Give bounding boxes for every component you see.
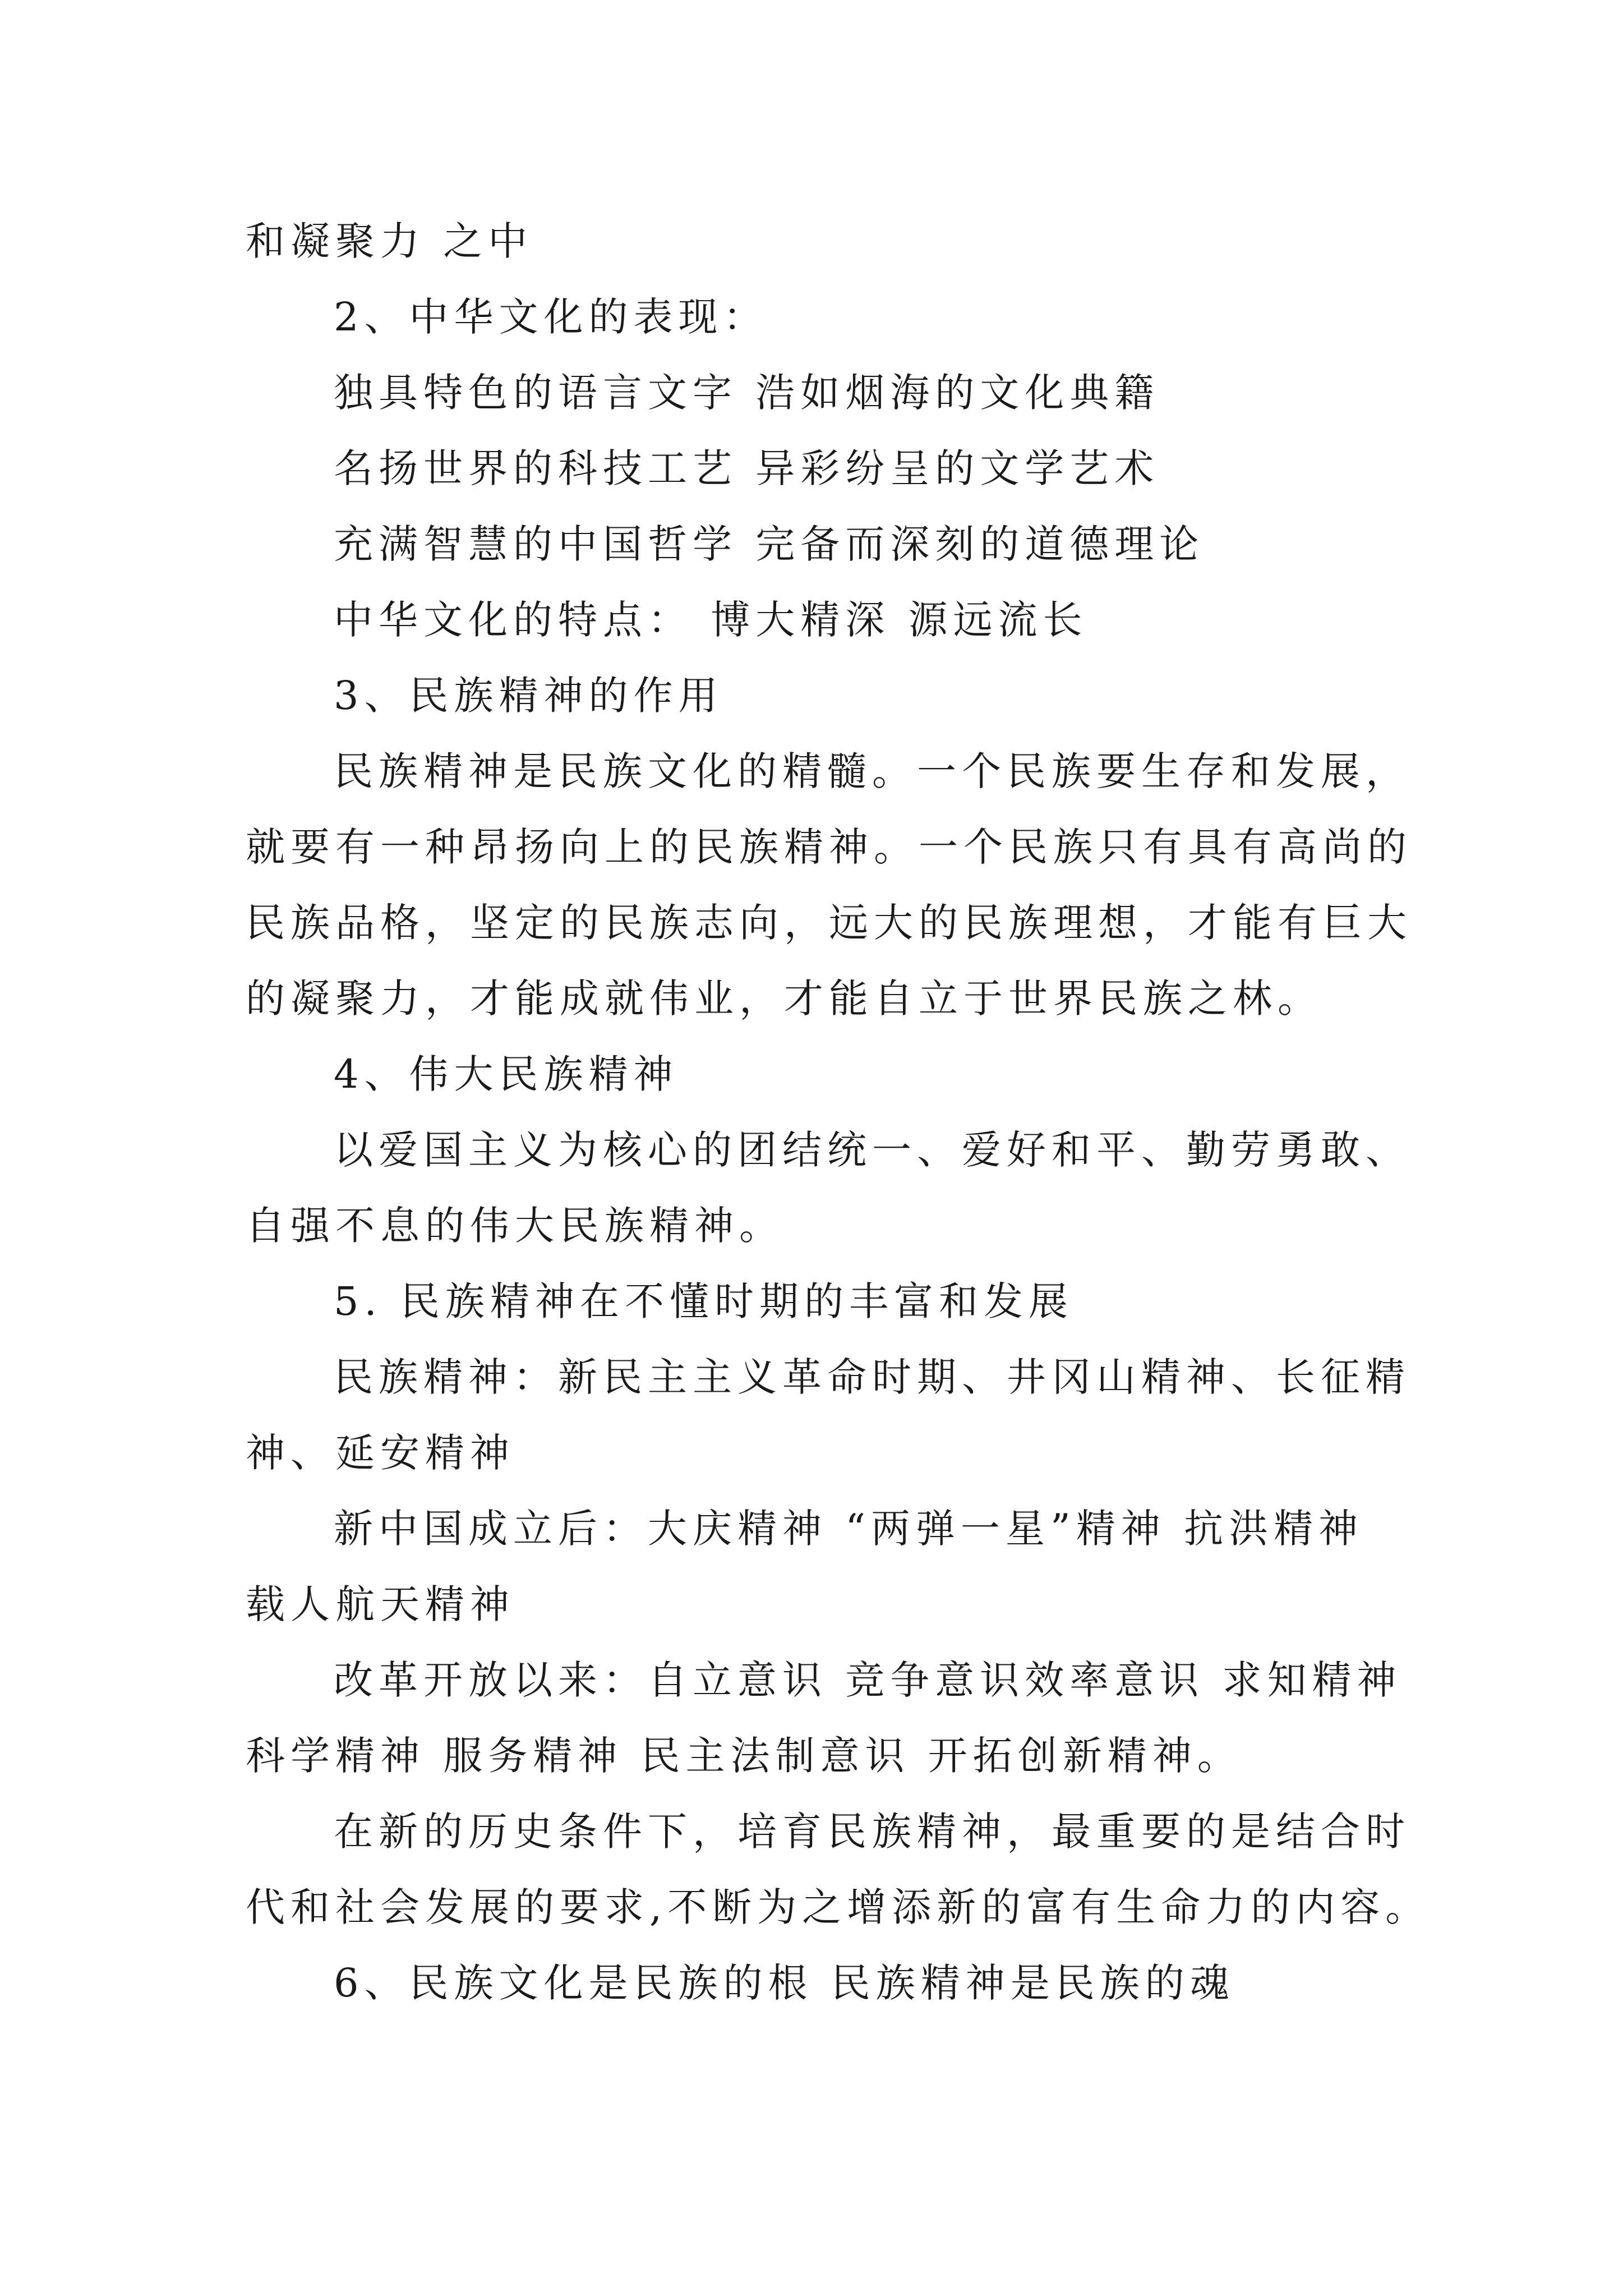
section-heading: 4、伟大民族精神 xyxy=(334,1051,679,1097)
text-line: 名扬世界的科技工艺 异彩纷呈的文学艺术 xyxy=(334,445,1160,491)
section-heading: 3、民族精神的作用 xyxy=(334,673,723,719)
section-heading: 2、中华文化的表现： xyxy=(334,294,768,340)
paragraph-line: 神、延安精神 xyxy=(246,1430,515,1476)
paragraph-line: 民族精神：新民主主义革命时期、井冈山精神、长征精 xyxy=(334,1354,1410,1400)
text-line: 充满智慧的中国哲学 完备而深刻的道德理论 xyxy=(334,521,1205,567)
paragraph-line: 就要有一种昂扬向上的民族精神。一个民族只有具有高尚的 xyxy=(246,824,1412,870)
paragraph-line: 民族精神是民族文化的精髓。一个民族要生存和发展， xyxy=(334,748,1410,794)
paragraph-line: 改革开放以来：自立意识 竞争意识效率意识 求知精神 xyxy=(334,1657,1402,1703)
paragraph-line: 以爱国主义为核心的团结统一、爱好和平、勤劳勇敢、 xyxy=(334,1127,1410,1173)
paragraph-line: 新中国成立后：大庆精神 “两弹一星”精神 抗洪精神 xyxy=(334,1506,1364,1552)
paragraph-line: 的凝聚力，才能成就伟业，才能自立于世界民族之林。 xyxy=(246,976,1322,1022)
paragraph-line: 民族品格，坚定的民族志向，远大的民族理想，才能有巨大 xyxy=(246,900,1412,946)
paragraph-line: 自强不息的伟大民族精神。 xyxy=(246,1203,784,1249)
section-heading: 5. 民族精神在不懂时期的丰富和发展 xyxy=(334,1278,1074,1324)
paragraph-line: 科学精神 服务精神 民主法制意识 开拓创新精神。 xyxy=(246,1733,1242,1779)
text-line: 独具特色的语言文字 浩如烟海的文化典籍 xyxy=(334,370,1160,416)
paragraph-line: 代和社会发展的要求,不断为之增添新的富有生命力的内容。 xyxy=(246,1884,1431,1930)
text-line: 和凝聚力 之中 xyxy=(246,218,533,264)
section-heading: 6、民族文化是民族的根 民族精神是民族的魂 xyxy=(334,1960,1235,2006)
paragraph-line: 载人航天精神 xyxy=(246,1581,515,1627)
paragraph-line: 在新的历史条件下，培育民族精神，最重要的是结合时 xyxy=(334,1809,1410,1855)
text-line: 中华文化的特点： 博大精深 源远流长 xyxy=(334,597,1088,643)
